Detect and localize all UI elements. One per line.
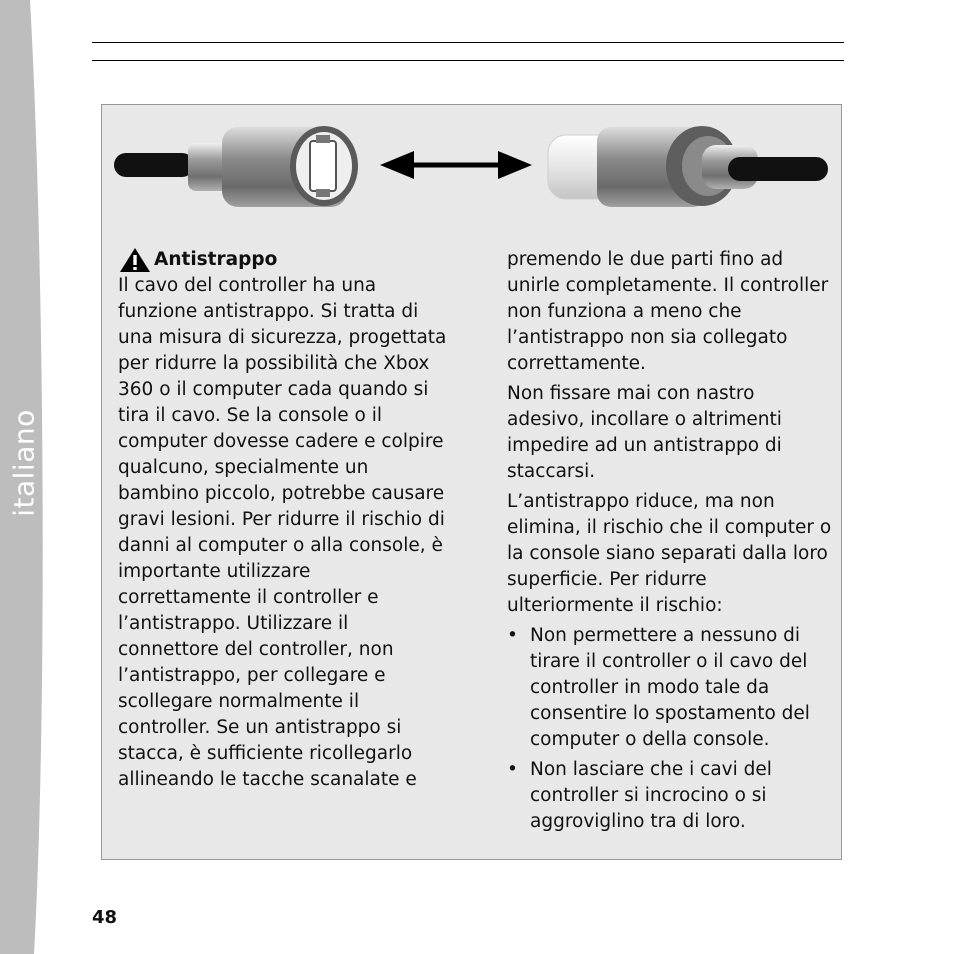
content-panel [101,104,842,860]
list-item-text: Non permettere a nessuno di tirare il controller o il cavo del controller in modo tale da consentire lo spostamento del computer o della console. [530,625,810,750]
language-label: italiano [7,409,41,517]
header-rule-top [92,42,844,43]
header-rule-bottom [92,60,844,61]
section-heading: Antistrappo [154,249,278,270]
right-paragraph-3: L’antistrappo riduce, ma non elimina, il rischio che il computer o la console siano separati dalla loro superficie. Per ridurre ulteriormente il rischio: [507,491,832,616]
warning-triangle-icon [118,247,154,273]
bullet-dot: • [507,625,518,646]
list-item-text: Non lasciare che i cavi del controller si incrocino o si aggroviglino tra di loro. [530,759,772,832]
list-item [507,757,837,835]
bullet-list [507,623,837,835]
double-arrow-icon [380,151,532,179]
left-paragraph: Il cavo del controller ha una funzione antistrappo. Si tratta di una misura di sicurezza, progettata per ridurre la possibilità che Xbox 360 o il computer cada quando si tira il cavo. Se la console o il computer dovesse cadere e colpire qualcuno, specialmente un bambino piccolo, potrebbe causare gravi lesioni. Per ridurre il rischio di danni al computer o alla console, è importante utilizzare correttamente il controller e l’antistrappo. Utilizzare il connettore del controller, non l’antistrappo, per collegare e scollegare normalmente il controller. Se un antistrappo si stacca, è sufficiente ricollegarlo allineando le tacche scanalate e [118,275,447,790]
page-number: 48 [92,907,118,928]
left-column [118,247,448,793]
right-column [507,247,837,839]
connector-illustration [102,105,843,235]
right-paragraph-2: Non fissare mai con nastro adesivo, incollare o altrimenti impedire ad un antistrappo di staccarsi. [507,383,782,482]
right-paragraph-1: premendo le due parti fino ad unirle completamente. Il controller non funziona a meno che l’antistrappo non sia collegato correttamente. [507,249,829,374]
section-heading-row [118,247,448,273]
list-item [507,623,837,753]
right-cable [728,157,828,181]
bullet-dot: • [507,759,518,780]
left-cable [114,153,194,177]
